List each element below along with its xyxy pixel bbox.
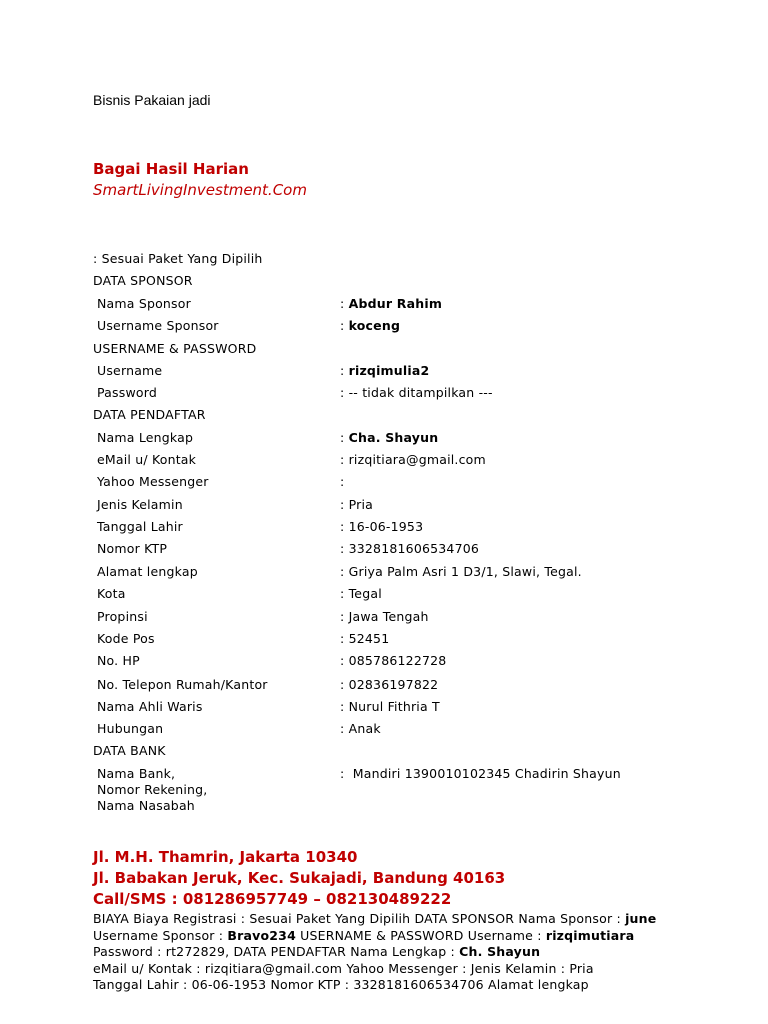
site-name: SmartLivingInvestment.Com: [93, 181, 307, 199]
field-label: Nama Sponsor: [97, 296, 191, 311]
field-label: Tanggal Lahir: [97, 519, 183, 534]
field-value: : Cha. Shayun: [340, 430, 439, 445]
field-value: : 085786122728: [340, 653, 447, 668]
field-label: eMail u/ Kontak: [97, 452, 197, 467]
field-label: Username Sponsor: [97, 318, 219, 333]
field-value: : Abdur Rahim: [340, 296, 443, 311]
field-label: Kota: [97, 586, 126, 601]
package-note: : Sesuai Paket Yang Dipilih: [93, 251, 263, 266]
field-value: : Tegal: [340, 586, 382, 601]
field-value: : Jawa Tengah: [340, 609, 429, 624]
field-value: : rizqitiara@gmail.com: [340, 452, 486, 467]
section-bank: DATA BANK: [93, 743, 166, 758]
address-line: Jl. Babakan Jeruk, Kec. Sukajadi, Bandung 40163: [93, 869, 506, 887]
section-sponsor: DATA SPONSOR: [93, 273, 193, 288]
field-label: Alamat lengkap: [97, 564, 198, 579]
field-value: : 16-06-1953: [340, 519, 424, 534]
address-line: Jl. M.H. Thamrin, Jakarta 10340: [93, 848, 358, 866]
field-value: : 3328181606534706: [340, 541, 480, 556]
field-label: Kode Pos: [97, 631, 155, 646]
bank-value: : Mandiri 1390010102345 Chadirin Shayun: [340, 766, 621, 781]
field-label: Hubungan: [97, 721, 164, 736]
field-value: : Griya Palm Asri 1 D3/1, Slawi, Tegal.: [340, 564, 582, 579]
field-label: Nama Ahli Waris: [97, 699, 203, 714]
field-label: No. HP: [97, 653, 140, 668]
field-value: : koceng: [340, 318, 401, 333]
field-value: : Nurul Fithria T: [340, 699, 440, 714]
field-label: Nomor KTP: [97, 541, 168, 556]
field-value: : Pria: [340, 497, 373, 512]
document-title: Bisnis Pakaian jadi: [93, 92, 211, 108]
field-label: Username: [97, 363, 163, 378]
bank-label: Nama Bank, Nomor Rekening, Nama Nasabah: [97, 766, 208, 813]
field-label: Propinsi: [97, 609, 148, 624]
heading: Bagai Hasil Harian: [93, 160, 249, 178]
field-value: : Anak: [340, 721, 381, 736]
field-label: Nama Lengkap: [97, 430, 194, 445]
field-value: : rizqimulia2: [340, 363, 430, 378]
field-value: :: [340, 474, 345, 489]
field-label: Password: [97, 385, 157, 400]
field-value: : 02836197822: [340, 677, 439, 692]
field-value: : -- tidak ditampilkan ---: [340, 385, 493, 400]
field-value: : 52451: [340, 631, 390, 646]
section-registrant: DATA PENDAFTAR: [93, 407, 206, 422]
summary-paragraph: BIAYA Biaya Registrasi : Sesuai Paket Yang Dipilih DATA SPONSOR Nama Sponsor : june Username Sponsor : Bravo234 USERNAME & PASSWORD Username : rizqimutiara Password : rt272829, DATA PENDAFTAR Nama Lengkap : Ch. Shayun eMail u/ Kontak : rizqitiara@gmail.com Yahoo Messenger : Jenis Kelamin : Pria Tanggal Lahir : 06-06-1953 Nomor KTP : 3328181606534706 Alamat lengkap: [93, 911, 657, 992]
section-account: USERNAME & PASSWORD: [93, 341, 257, 356]
contact-line: Call/SMS : 081286957749 – 082130489222: [93, 890, 452, 908]
field-label: No. Telepon Rumah/Kantor: [97, 677, 268, 692]
field-label: Yahoo Messenger: [97, 474, 209, 489]
field-label: Jenis Kelamin: [97, 497, 183, 512]
